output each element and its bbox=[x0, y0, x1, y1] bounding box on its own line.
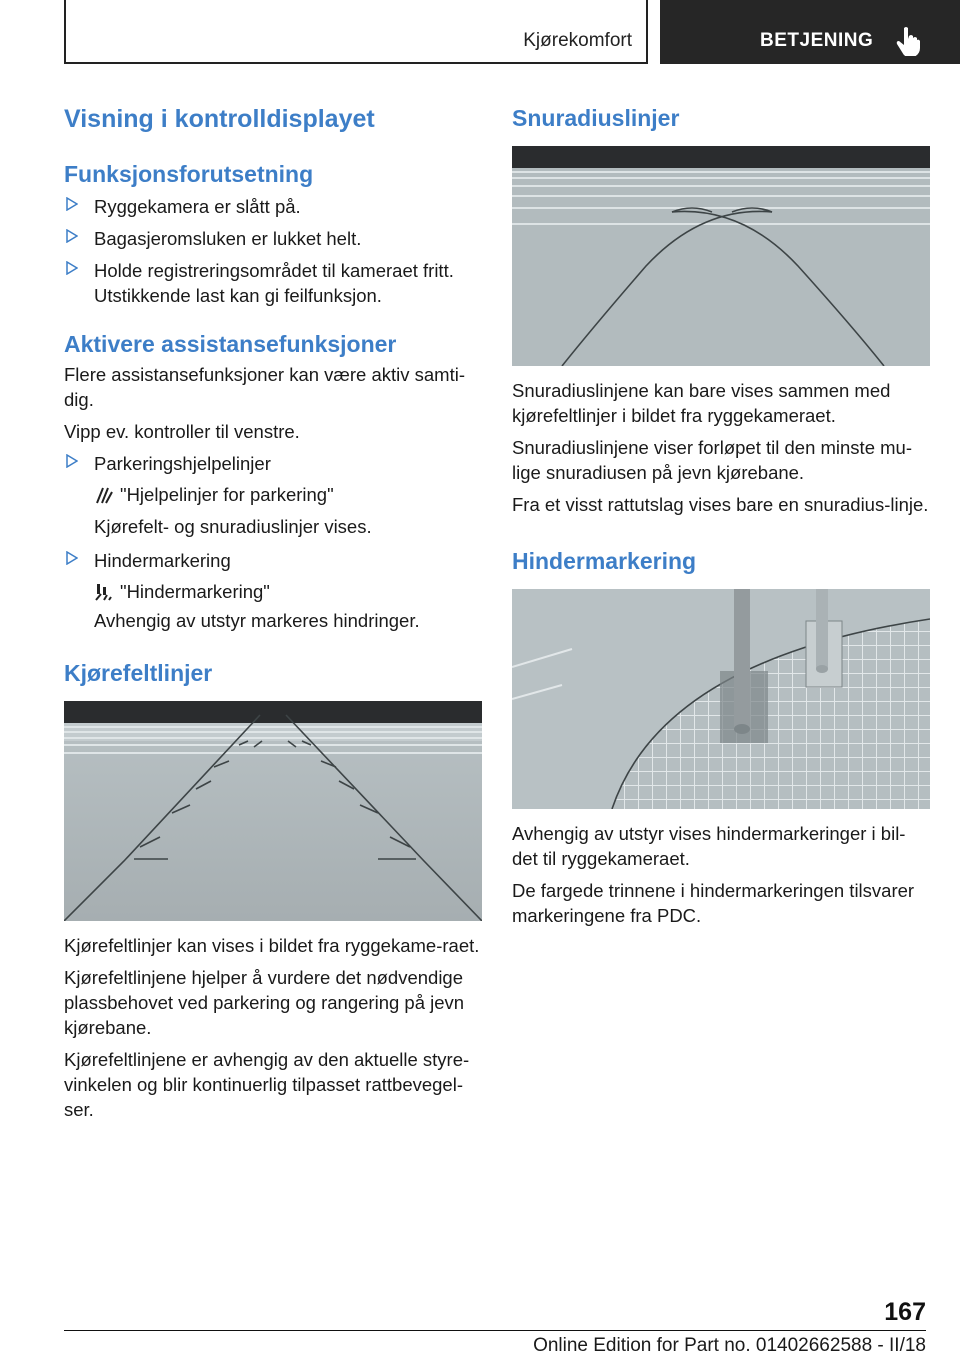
header-chapter-title: BETJENING bbox=[760, 30, 874, 51]
heading-snuradiuslinjer: Snuradiuslinjer bbox=[512, 105, 680, 131]
paragraph: Fra et visst rattutslag vises bare en snuradius-linje. bbox=[512, 494, 929, 515]
heading-hindermarkering: Hindermarkering bbox=[512, 548, 697, 574]
menu-entry bbox=[64, 579, 482, 604]
heading-kjorefeltlinjer: Kjørefeltlinjer bbox=[64, 660, 213, 686]
heading-funksjonsforutsetning: Funksjonsforutsetning bbox=[64, 161, 314, 187]
left-column bbox=[64, 96, 482, 1122]
page-title: Visning i kontrolldisplayet bbox=[64, 105, 375, 133]
header-chapter-box bbox=[660, 0, 960, 64]
list-item bbox=[64, 548, 482, 573]
list-item bbox=[64, 226, 482, 251]
triangle-bullet-icon bbox=[66, 229, 78, 243]
list-item bbox=[64, 194, 482, 219]
page-number: 167 bbox=[884, 1298, 926, 1326]
list-item-text: Hindermarkering bbox=[94, 550, 231, 571]
requirements-list bbox=[64, 194, 482, 308]
item-description: Avhengig av utstyr markeres hindringer. bbox=[94, 610, 420, 631]
list-item bbox=[64, 451, 482, 476]
triangle-bullet-icon bbox=[66, 197, 78, 211]
paragraph: Kjørefeltlinjene er avhengig av den aktuelle styre-vinkelen og blir kontinuerlig tilpasset rattbevegel-ser. bbox=[64, 1049, 470, 1120]
paragraph: Snuradiuslinjene kan bare vises sammen med kjørefeltlinjer i bildet fra ryggekameraet. bbox=[512, 380, 891, 426]
triangle-bullet-icon bbox=[66, 551, 78, 565]
paragraph: Kjørefeltlinjer kan vises i bildet fra ryggekame-raet. bbox=[64, 935, 480, 956]
heading-aktivere: Aktivere assistansefunksjoner bbox=[64, 331, 397, 357]
parking-lines-icon bbox=[94, 485, 114, 505]
list-item-text: Ryggekamera er slått på. bbox=[94, 196, 301, 217]
paragraph: Vipp ev. kontroller til venstre. bbox=[64, 421, 300, 442]
turning-radius-image bbox=[512, 146, 930, 366]
header-section-title: Kjørekomfort bbox=[523, 30, 632, 51]
footer-rule bbox=[64, 1330, 926, 1331]
paragraph: De fargede trinnene i hindermarkeringen tilsvarer markeringene fra PDC. bbox=[512, 880, 915, 926]
edition-text: Online Edition for Part no. 01402662588 - II/18 bbox=[533, 1335, 926, 1356]
triangle-bullet-icon bbox=[66, 454, 78, 468]
obstacle-marking-image bbox=[512, 589, 930, 809]
header-section-box bbox=[64, 0, 648, 64]
menu-entry-text: "Hjelpelinjer for parkering" bbox=[120, 484, 334, 505]
triangle-bullet-icon bbox=[66, 261, 78, 275]
paragraph: Avhengig av utstyr vises hindermarkeringer i bil-det til ryggekameraet. bbox=[512, 823, 906, 869]
paragraph: Flere assistansefunksjoner kan være aktiv samti-dig. bbox=[64, 364, 465, 410]
hand-pointer-icon bbox=[896, 26, 922, 56]
list-item-text: Bagasjeromsluken er lukket helt. bbox=[94, 228, 362, 249]
assist-list-2 bbox=[64, 548, 482, 573]
obstacle-marking-icon bbox=[94, 582, 114, 602]
assist-list bbox=[64, 451, 482, 476]
list-item-text: Holde registreringsområdet til kameraet fritt. Utstikkende last kan gi feilfunksjon. bbox=[94, 260, 454, 306]
item-description: Kjørefelt- og snuradiuslinjer vises. bbox=[94, 516, 372, 537]
lane-lines-image bbox=[64, 701, 482, 921]
list-item bbox=[64, 258, 482, 308]
menu-entry bbox=[64, 482, 482, 507]
menu-entry-text: "Hindermarkering" bbox=[120, 581, 270, 602]
paragraph: Snuradiuslinjene viser forløpet til den minste mu-lige snuradiusen på jevn kjørebane. bbox=[512, 437, 912, 483]
paragraph: Kjørefeltlinjene hjelper å vurdere det nødvendige plassbehovet ved parkering og rangering på jevn kjørebane. bbox=[64, 967, 465, 1038]
right-column bbox=[512, 96, 930, 928]
list-item-text: Parkeringshjelpelinjer bbox=[94, 453, 271, 474]
